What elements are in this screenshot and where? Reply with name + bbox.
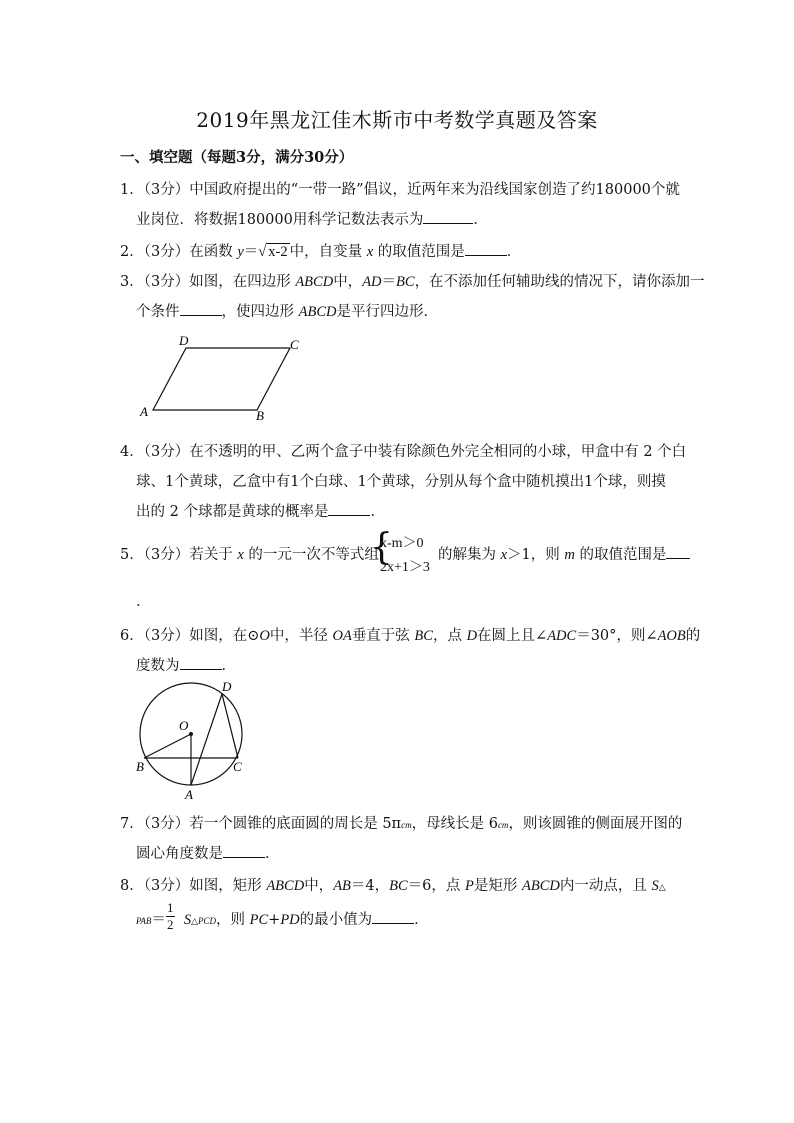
math-variable: OA: [332, 628, 352, 644]
vertex-label-a: A: [140, 404, 148, 419]
question-text: ，点: [432, 628, 467, 644]
subscript-text: PAB: [136, 916, 152, 926]
question-text: 个条件: [136, 304, 180, 320]
question-text: 中，自变量: [289, 244, 367, 260]
question-text: ．: [473, 212, 488, 228]
math-symbol: +: [268, 912, 281, 928]
subscript-text: PCD: [198, 916, 217, 926]
point-label-a: A: [185, 787, 193, 802]
question-text: ＝4，: [350, 878, 390, 894]
vertex-label-c: C: [290, 337, 299, 352]
question-text: 的: [685, 628, 701, 644]
question-text: 圆心角度数是: [136, 846, 223, 862]
question-text: 如图，矩形: [189, 878, 267, 894]
question-text: 的取值范围是: [574, 547, 667, 563]
question-text: 的一元一次不等式组: [243, 547, 379, 563]
math-variable: BC: [414, 628, 433, 644]
triangle-symbol: △: [658, 883, 666, 893]
question-text: 球、1个黄球，乙盒中有1个白球、1个黄球，分别从每个盒中随机摸出1个球，则摸: [136, 474, 666, 490]
brace-symbol: {: [370, 527, 393, 568]
point-label-c: C: [233, 759, 242, 774]
chord-dc: [222, 694, 238, 758]
question-text: 的取值范围是: [373, 244, 465, 260]
math-symbol: ＝: [243, 244, 259, 260]
question-text: ＝30°，则∠: [576, 628, 658, 644]
question-text: ，使四边形: [221, 304, 299, 320]
question-score: （3分）: [143, 628, 190, 644]
answer-blank[interactable]: [223, 845, 265, 858]
question-text: ＝6，点: [407, 878, 466, 894]
question-score: （3分）: [143, 547, 190, 563]
question-text: 出的 2 个球都是黄球的概率是: [136, 504, 329, 520]
question-text: ，母线长是 6: [411, 816, 498, 832]
question-number: 4．: [120, 444, 144, 460]
question-number: 2．: [120, 244, 144, 260]
question-text: 垂直于弦: [351, 628, 415, 644]
question-text: ，则: [216, 912, 250, 928]
question-text: 的解集为: [438, 547, 501, 563]
question-score: （3分）: [143, 444, 190, 460]
math-variable: x: [237, 547, 244, 563]
math-variable: x: [366, 244, 374, 260]
question-number: 1．: [120, 182, 144, 198]
question-text: 度数为: [136, 658, 180, 674]
question-text: 中国政府提出的“一带一路”倡议，近两年来为沿线国家创造了约180000个就: [189, 182, 680, 198]
math-variable: ABCD: [266, 878, 305, 894]
question-text: 若关于: [189, 547, 238, 563]
chord-da: [191, 694, 222, 785]
question-score: （3分）: [143, 878, 190, 894]
question-score: （3分）: [143, 274, 190, 290]
question-text: ．: [506, 244, 522, 260]
inequality-1: x-m＞0: [380, 536, 424, 551]
question-text: 在不透明的甲、乙两个盒子中装有除颜色外完全相同的小球，甲盒中有 2 个白: [189, 444, 687, 460]
math-variable: m: [564, 547, 575, 563]
math-variable: BC: [389, 878, 408, 894]
question-text: ．: [370, 504, 385, 520]
question-text: 中，半径: [269, 628, 333, 644]
math-variable: BC: [396, 274, 415, 290]
question-7-line-2: [136, 842, 280, 863]
question-text: 中，: [333, 274, 363, 290]
point-label-d: D: [222, 679, 232, 694]
unit-text: cm: [401, 820, 412, 830]
math-variable: AD: [362, 274, 382, 290]
math-symbol: ＝: [381, 274, 397, 290]
vertex-label-d: D: [179, 333, 189, 348]
question-text: ．: [414, 912, 429, 928]
section-heading: 一、填空题（每题3分，满分30分）: [120, 149, 354, 166]
answer-blank[interactable]: [372, 911, 414, 924]
point-label-o: O: [179, 718, 189, 733]
math-variable: PC: [249, 912, 269, 928]
question-text: ＞1，则: [507, 547, 565, 563]
question-number: 5．: [120, 547, 144, 563]
question-8-line-2: [136, 908, 429, 929]
question-text: 是矩形: [473, 878, 522, 894]
point-label-b: B: [136, 759, 144, 774]
question-text: 如图，在四边形: [189, 274, 296, 290]
question-text: 若一个圆锥的底面圆的周长是 5π: [189, 816, 402, 832]
question-text: ，则该圆锥的侧面展开图的: [508, 816, 683, 832]
question-text: 的最小值为: [299, 912, 373, 928]
question-score: （3分）: [143, 182, 190, 198]
question-8-line-1: [120, 874, 666, 895]
math-variable: ADC: [547, 628, 577, 644]
page-title: 2019年黑龙江佳木斯市中考数学真题及答案: [196, 108, 598, 132]
math-variable: ABCD: [295, 274, 334, 290]
fraction-numerator: 1: [167, 900, 174, 915]
triangle-symbol: △: [191, 917, 199, 927]
radius-ob: [144, 734, 191, 758]
math-variable: y: [237, 244, 244, 260]
unit-text: cm: [497, 820, 509, 830]
question-text: 在函数: [189, 244, 238, 260]
question-score: （3分）: [143, 244, 190, 260]
question-number: 6．: [120, 628, 144, 644]
square-root-expression: √ x-2: [258, 244, 288, 260]
math-variable: ABCD: [521, 878, 560, 894]
fraction-one-half: [166, 900, 175, 933]
center-point: [189, 732, 193, 736]
question-7-line-1: [120, 812, 682, 833]
question-score: （3分）: [143, 816, 190, 832]
math-variable: P: [465, 878, 474, 894]
fraction-denominator: 2: [167, 917, 174, 932]
math-variable: ABCD: [298, 304, 337, 320]
math-variable: AB: [333, 878, 351, 894]
math-variable: AOB: [657, 628, 686, 644]
math-variable: x: [500, 547, 508, 563]
math-variable: PD: [280, 912, 300, 928]
inequality-2: 2x+1＞3: [380, 560, 430, 575]
question-number: 7．: [120, 816, 144, 832]
question-text: 中，: [304, 878, 334, 894]
question-text: 在圆上且∠: [477, 628, 548, 644]
radicand: x-2: [268, 244, 288, 260]
math-variable: S: [651, 878, 659, 894]
math-symbol: ＝: [151, 912, 166, 928]
question-text: ．: [136, 594, 151, 610]
question-text: 是平行四边形．: [336, 304, 438, 320]
vertex-label-b: B: [256, 408, 264, 423]
question-text: 如图，在⊙: [189, 628, 260, 644]
question-number: 8．: [120, 878, 144, 894]
question-text: ．: [265, 846, 280, 862]
question-text: ．: [221, 658, 236, 674]
question-text: 业岗位．将数据180000用科学记数法表示为: [136, 212, 424, 228]
question-number: 3．: [120, 274, 144, 290]
question-text: 内一动点，且: [559, 878, 652, 894]
math-variable: S: [183, 912, 192, 928]
math-variable: O: [259, 628, 270, 644]
math-variable: D: [466, 628, 478, 644]
question-text: ，在不添加任何辅助线的情况下，请你添加一: [414, 274, 705, 290]
